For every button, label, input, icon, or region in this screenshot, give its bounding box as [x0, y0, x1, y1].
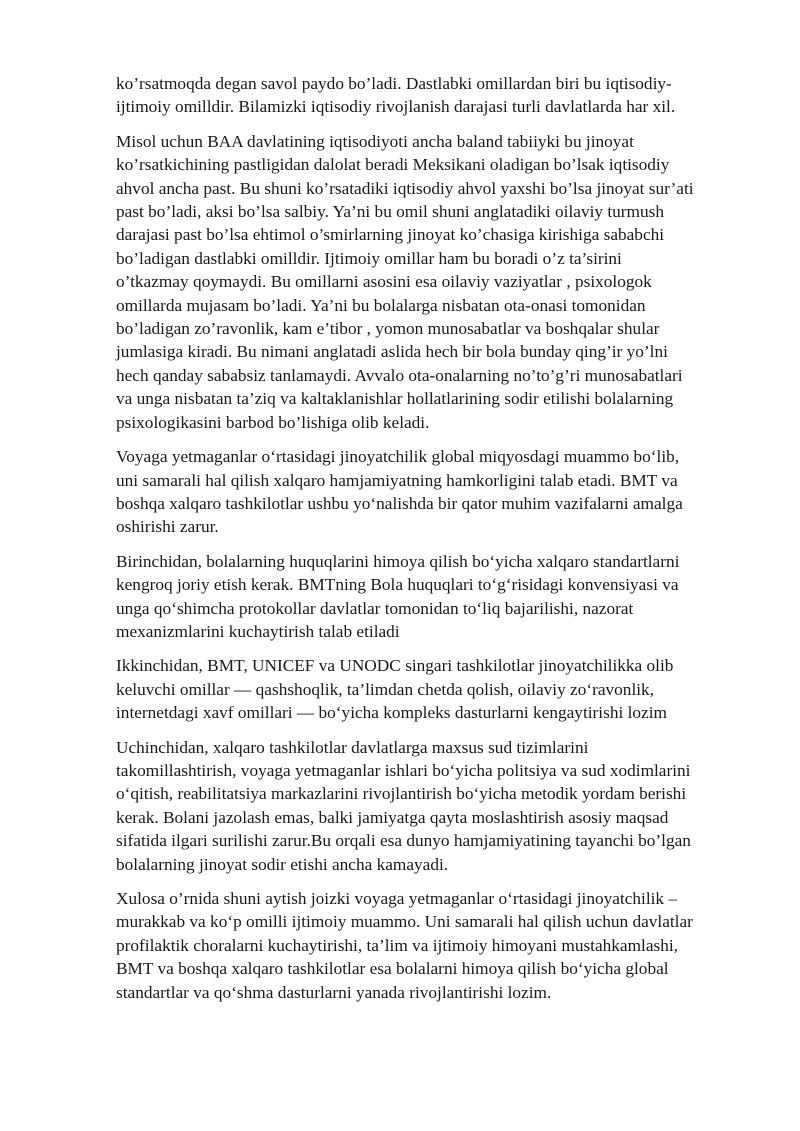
- paragraph-first-measure: Birinchidan, bolalarning huquqlarini himoya qilish boʻyicha xalqaro standartlarni kengroq joriy etish kerak. BMTning Bola huquqlari toʻgʻrisidagi konvensiyasi va unga qoʻshimcha protokollar davlatlar tomonidan toʻliq bajarilishi, nazorat mexanizmlarini kuchaytirish talab etiladi: [116, 551, 680, 641]
- paragraph-second-measure: Ikkinchidan, BMT, UNICEF va UNODC singari tashkilotlar jinoyatchilikka olib keluvchi omillar — qashshoqlik, ta’limdan chetda qolish, oilaviy zoʻravonlik, internetdagi xavf omillari — boʻyicha kompleks dasturlarni kengaytirishi lozim: [116, 656, 674, 723]
- paragraph-third-measure: Uchinchidan, xalqaro tashkilotlar davlatlarga maxsus sud tizimlarini takomillashtirish, voyaga yetmaganlar ishlari boʻyicha politsiya va sud xodimlarini oʻqitish, reabilitatsiya markazlarini rivojlantirish boʻyicha metodik yordam berishi kerak. Bolani jazolash emas, balki jamiyatga qayta moslashtirish asosiy maqsad sifatida ilgari surilishi zarur.Bu orqali esa dunyo hamjamiyatining tayanchi bo’lgan bolalarning jinoyat sodir etishi ancha kamayadi.: [116, 737, 691, 874]
- paragraph-economic-factor: ko’rsatmoqda degan savol paydo bo’ladi. Dastlabki omillardan biri bu iqtisodiy- ijtimoiy omilldir. Bilamizki iqtisodiy rivojlanish darajasi turli davlatlarda har xil.: [116, 74, 676, 117]
- paragraph-conclusion: Xulosa o’rnida shuni aytish joizki voyaga yetmaganlar oʻrtasidagi jinoyatchilik – murakkab va koʻp omilli ijtimoiy muammo. Uni samarali hal qilish uchun davlatlar profilaktik choralarni kuchaytirishi, ta’lim va ijtimoiy himoyani mustahkamlashi, BMT va boshqa xalqaro tashkilotlar esa bolalarni himoya qilish boʻyicha global standartlar va qoʻshma dasturlarni yanada rivojlantirishi lozim.: [116, 889, 693, 1002]
- document-page: [116, 72, 746, 1015]
- paragraph-global-problem: Voyaga yetmaganlar oʻrtasidagi jinoyatchilik global miqyosdagi muammo boʻlib, uni samarali hal qilish xalqaro hamjamiyatning hamkorligini talab etadi. BMT va boshqa xalqaro tashkilotlar ushbu yoʻnalishda bir qator muhim vazifalarni amalga oshirishi zarur.: [116, 447, 683, 537]
- paragraph-uae-mexico-example: Misol uchun BAA davlatining iqtisodiyoti ancha baland tabiiyki bu jinoyat ko’rsatkichining pastligidan dalolat beradi Meksikani oladigan bo’lsak iqtisodiy ahvol ancha past. Bu shuni ko’rsatadiki iqtisodiy ahvol yaxshi bo’lsa jinoyat sur’ati past bo’ladi, aksi bo’lsa salbiy. Ya’ni bu omil shuni anglatadiki oilaviy turmush darajasi past bo’lsa ehtimol o’smirlarning jinoyat ko’chasiga kirishiga sababchi bo’ladigan dastlabki omilldir. Ijtimoiy omillar ham bu boradi o’z ta’sirini o’tkazmay qoymaydi. Bu omillarni asosini esa oilaviy vaziyatlar , psixologok omillarda mujasam bo’ladi. Ya’ni bu bolalarga nisbatan ota-onasi tomonidan bo’ladigan zo’ravonlik, kam e’tibor , yomon munosabatlar va boshqalar shular jumlasiga kiradi. Bu nimani anglatadi aslida hech bir bola bunday qing’ir yo’lni hech qanday sababsiz tanlamaydi. Avvalo ota-onalarning no’to’g’ri munosabatlari va unga nisbatan ta’ziq va kaltaklanishlar hollatlarining sodir etilishi bolalarning psixologikasini barbod bo’lishiga olib keladi.: [116, 131, 694, 432]
